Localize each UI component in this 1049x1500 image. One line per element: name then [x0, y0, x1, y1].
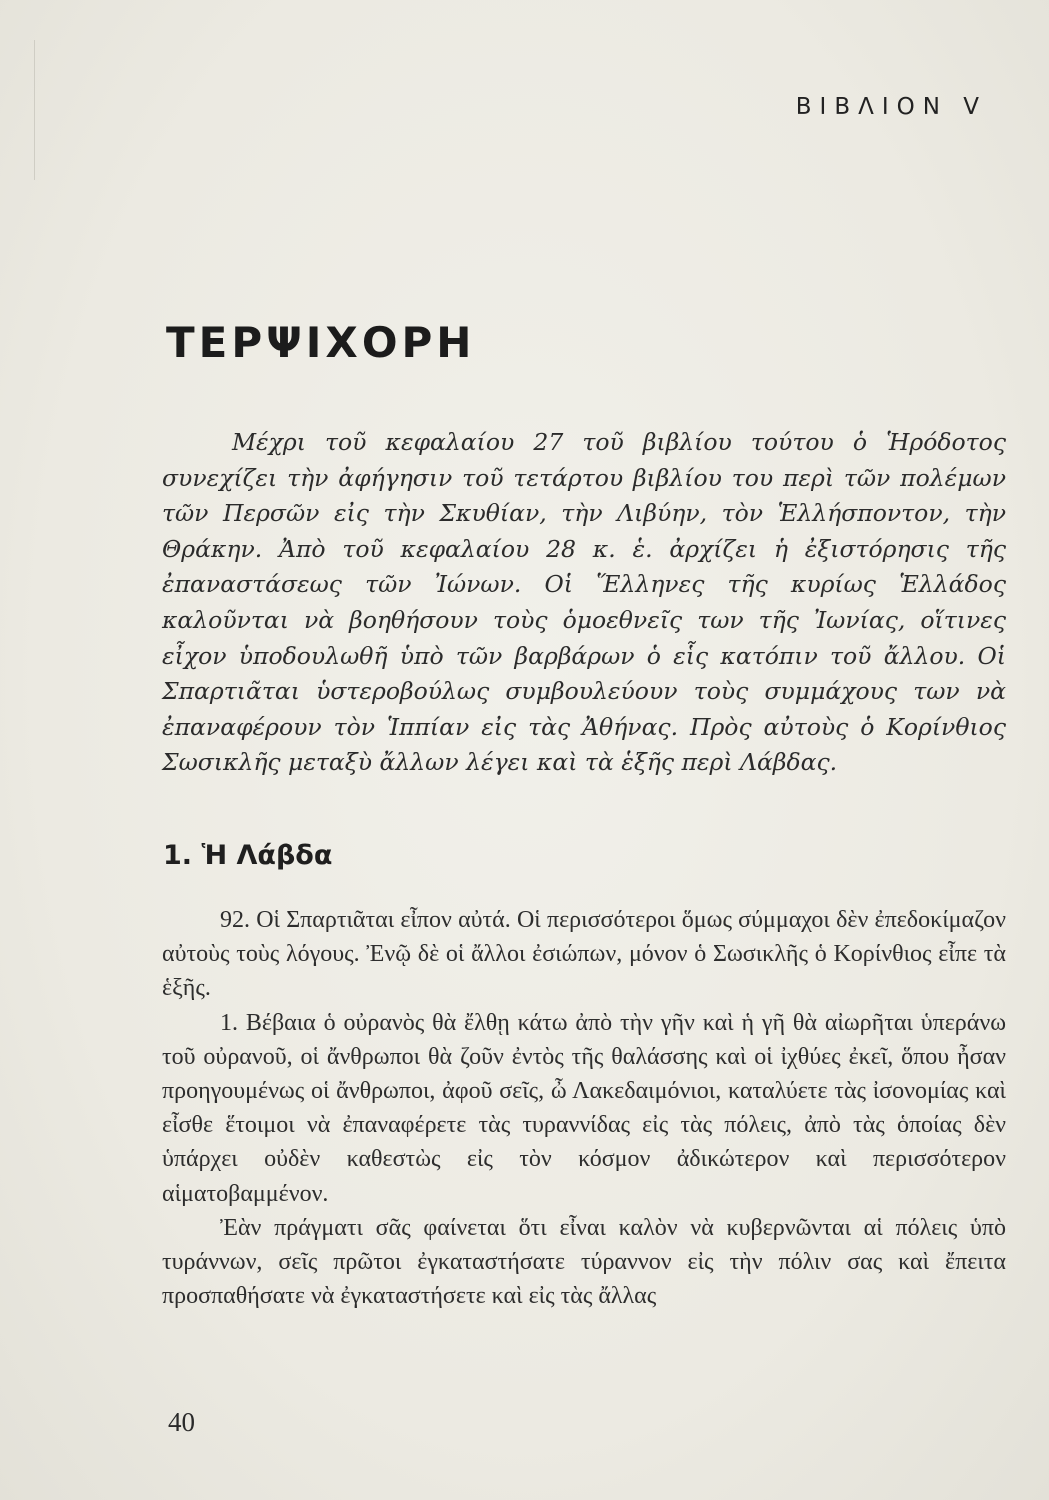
intro-paragraph: Μέχρι τοῦ κεφαλαίου 27 τοῦ βιβλίου τούτου ὁ Ἡρόδοτος συνεχίζει τὴν ἀφήγησιν τοῦ τετάρτου βιβλίου του περὶ τῶν πολέμων τῶν Περσῶν εἰς τὴν Σκυθίαν, τὴν Λιβύην, τὸν Ἑλλήσποντον, τὴν Θράκην. Ἀπὸ τοῦ κεφαλαίου 28 κ. ἑ. ἀρχίζει ἡ ἐξιστόρησις τῆς ἐπαναστάσεως τῶν Ἰώνων. Οἱ Ἕλληνες τῆς κυρίως Ἑλλάδος καλοῦνται νὰ βοηθήσουν τοὺς ὁμοεθνεῖς των τῆς Ἰωνίας, οἵτινες εἶχον ὑποδουλωθῆ ὑπὸ τῶν βαρβάρων ὁ εἷς κατόπιν τοῦ ἄλλου. Οἱ Σπαρτιᾶται ὑστεροβούλως συμβουλεύουν τοὺς συμμάχους των νὰ ἐπαναφέρουν τὸν Ἱππίαν εἰς τὰς Ἀθήνας. Πρὸς αὐτοὺς ὁ Κορίνθιος Σωσικλῆς μεταξὺ ἄλλων λέγει καὶ τὰ ἑξῆς περὶ Λάβδας.: [162, 428, 1006, 777]
page-number: 40: [168, 1407, 195, 1437]
section-heading: 1. Ἡ Λάβδα: [163, 840, 333, 871]
running-head: ΒΙΒΛΙΟΝ V: [795, 94, 987, 120]
body-paragraph-3: Ἐὰν πράγματι σᾶς φαίνεται ὅτι εἶναι καλὸν νὰ κυβερνῶνται αἱ πόλεις ὑπὸ τυράννων, σεῖς πρῶτοι ἐγκαταστήσατε τύραννον εἰς τὴν πόλιν σας καὶ ἔπειτα προσπαθήσατε νὰ ἐγκαταστήσετε καὶ εἰς τὰς ἄλλας: [162, 1214, 1006, 1310]
book-title: ΤΕΡΨΙΧΟΡΗ: [166, 318, 476, 367]
body-text: [162, 903, 1006, 1313]
body-paragraph-1: 92. Οἱ Σπαρτιᾶται εἶπον αὐτά. Οἱ περισσότεροι ὅμως σύμμαχοι δὲν ἐπεδοκίμαζον αὐτοὺς τοὺς λόγους. Ἐνῷ δὲ οἱ ἄλλοι ἐσιώπων, μόνον ὁ Σωσικλῆς ὁ Κορίνθιος εἶπε τὰ ἑξῆς.: [162, 907, 1006, 1002]
body-paragraph-2: 1. Βέβαια ὁ οὐρανὸς θὰ ἔλθῃ κάτω ἀπὸ τὴν γῆν καὶ ἡ γῆ θὰ αἰωρῆται ὑπεράνω τοῦ οὐρανοῦ, οἱ ἄνθρωποι θὰ ζοῦν ἐντὸς τῆς θαλάσσης καὶ οἱ ἰχθύες ἐκεῖ, ὅπου ἦσαν προηγουμένως οἱ ἄνθρωποι, ἀφοῦ σεῖς, ὦ Λακεδαιμόνιοι, καταλύετε τὰς ἰσονομίας καὶ εἶσθε ἕτοιμοι νὰ ἐπαναφέρετε τὰς τυραννίδας εἰς τὰς πόλεις, ἀπὸ τὰς ὁποίας δὲν ὑπάρχει οὐδὲν καθεστὼς εἰς τὸν κόσμον ἀδικώτερον καὶ περισσότερον αἱματοβαμμένον.: [162, 1009, 1006, 1207]
page-edge-shadow: [34, 40, 35, 180]
intro-summary: [162, 425, 1006, 781]
